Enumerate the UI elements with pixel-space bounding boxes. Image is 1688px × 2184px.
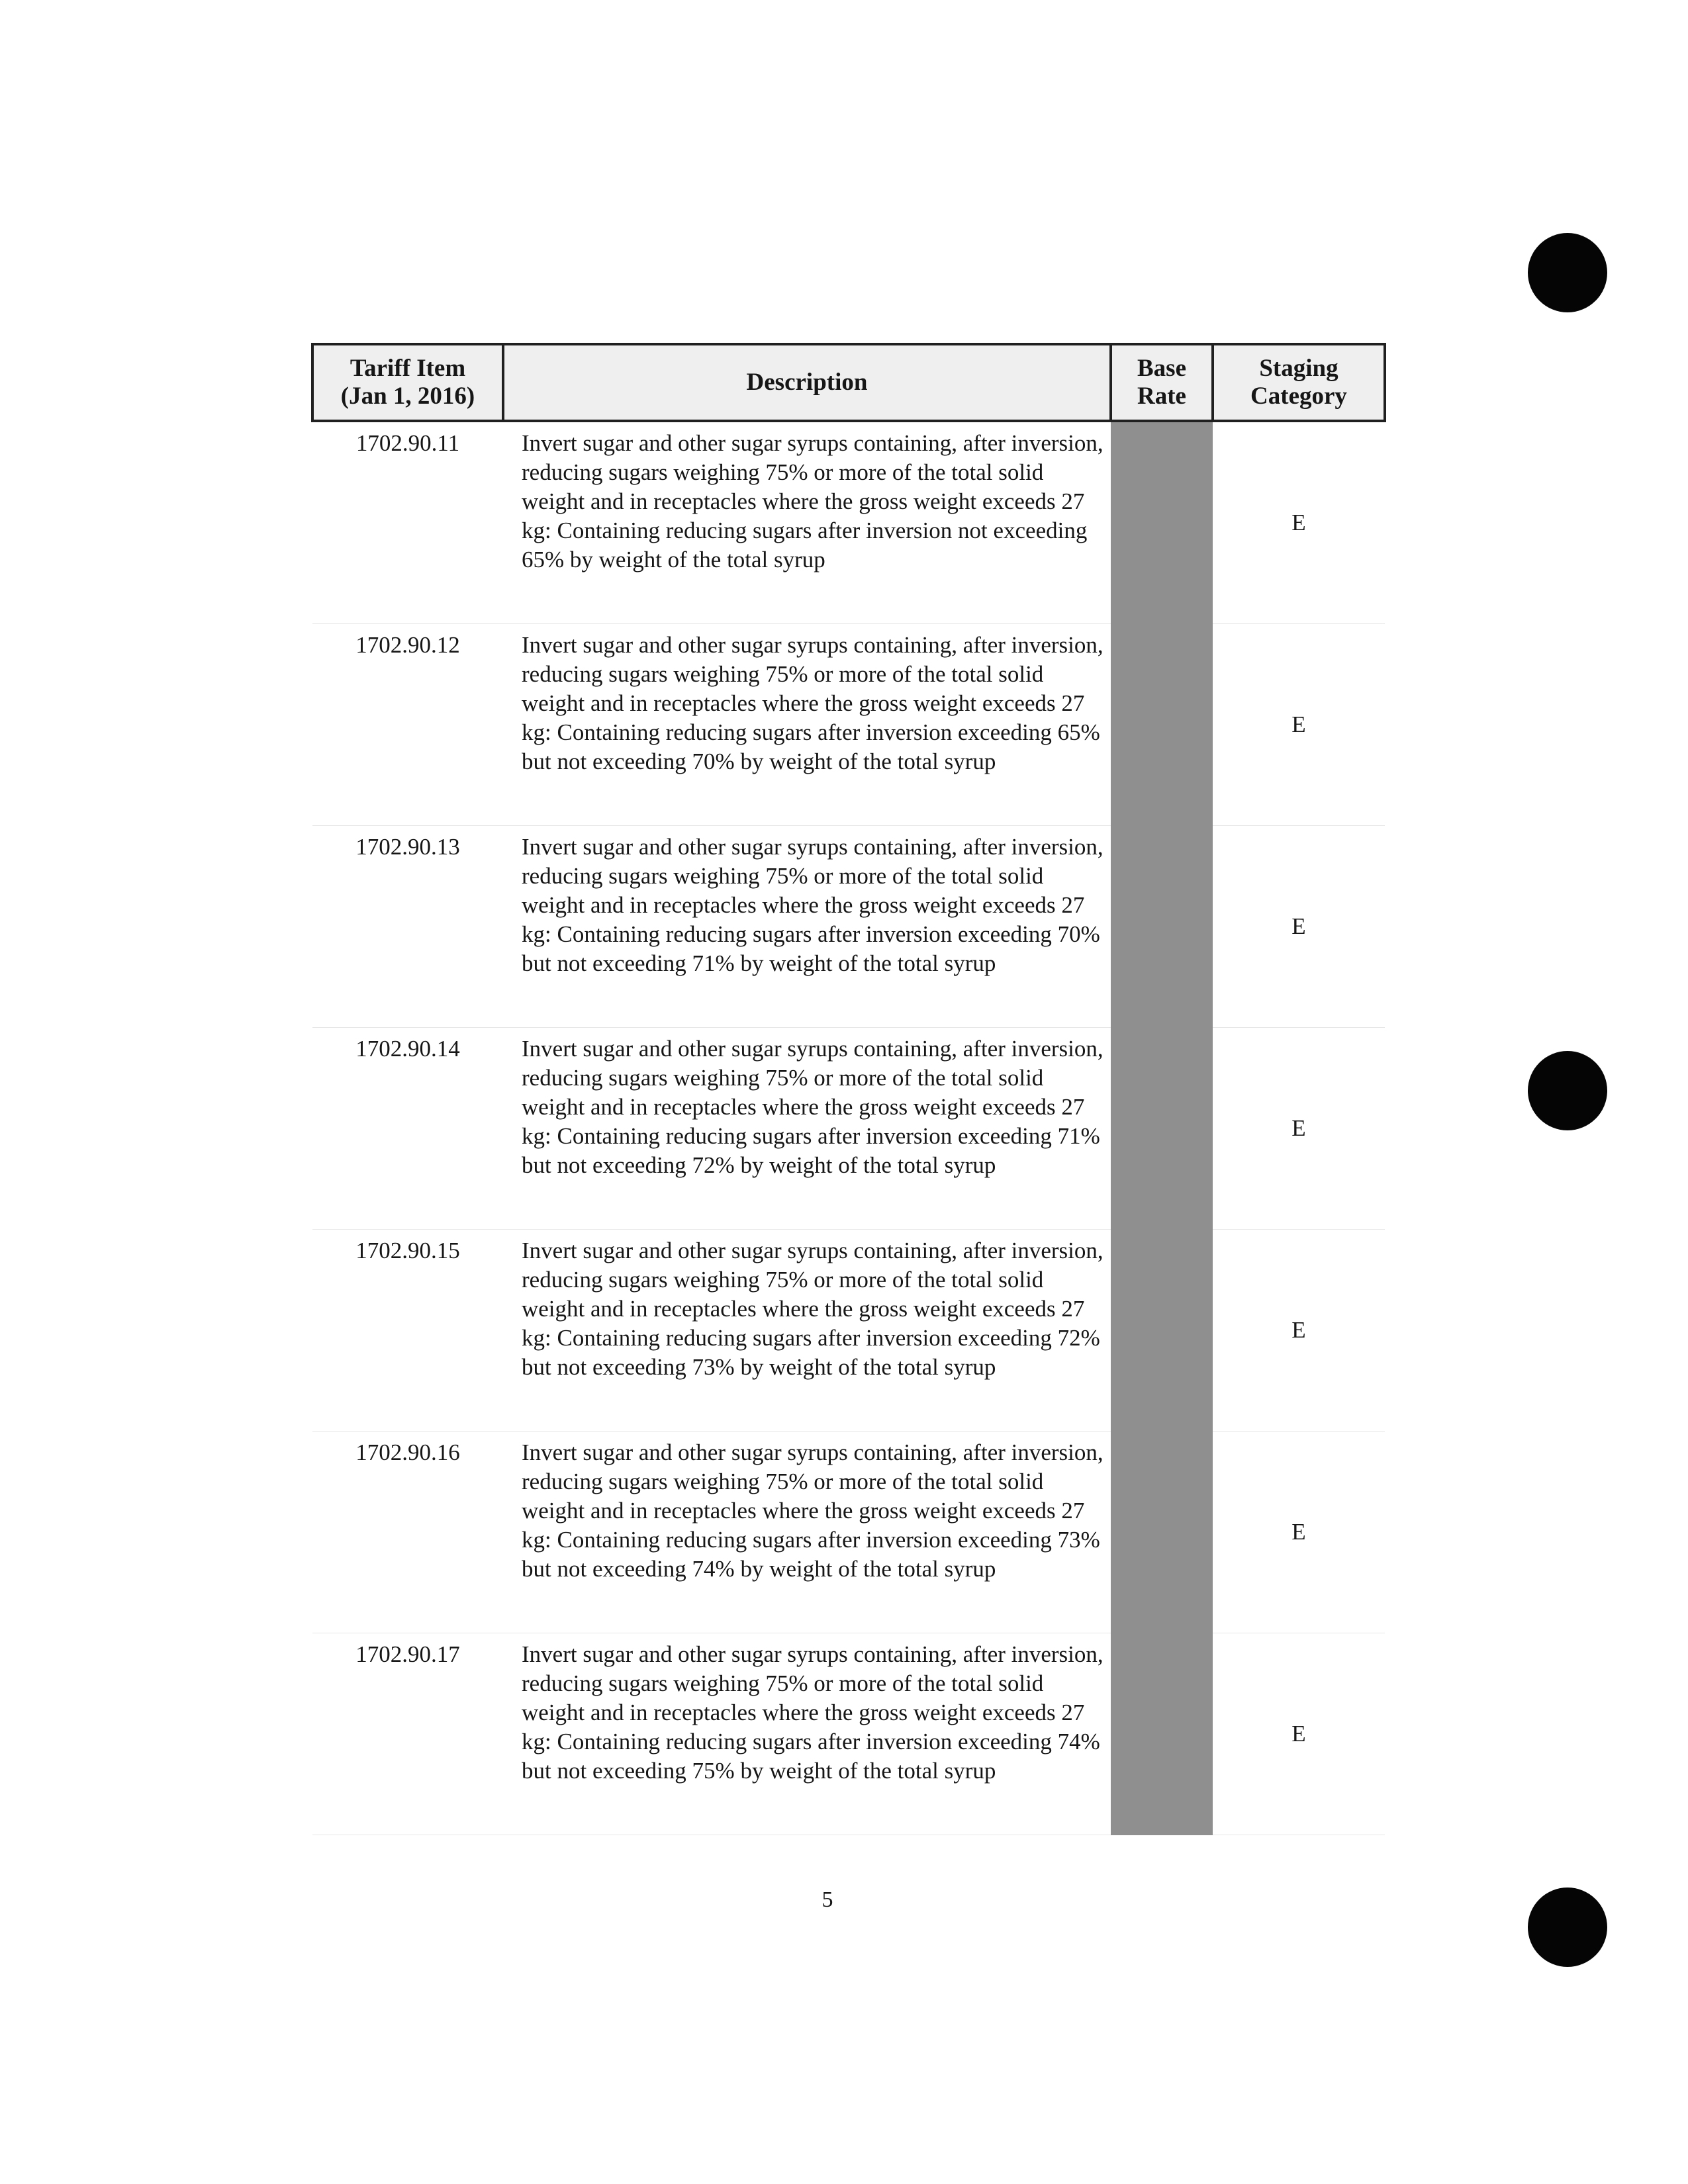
- table-row: [312, 421, 1385, 624]
- base-rate-cell-redacted: [1111, 1230, 1213, 1432]
- punch-hole: [1528, 233, 1607, 312]
- staging-category-cell: E: [1213, 1432, 1385, 1633]
- description-cell: Invert sugar and other sugar syrups containing, after inversion, reducing sugars weighing 75% or more of the total solid weight and in receptacles where the gross weight exceeds 27 kg: Containing reducing sugars after inversion exceeding 70% but not exceeding 71% by weight of the total syrup: [503, 826, 1111, 1028]
- description-cell: Invert sugar and other sugar syrups containing, after inversion, reducing sugars weighing 75% or more of the total solid weight and in receptacles where the gross weight exceeds 27 kg: Containing reducing sugars after inversion exceeding 72% but not exceeding 73% by weight of the total syrup: [503, 1230, 1111, 1432]
- base-rate-cell-redacted: [1111, 1028, 1213, 1230]
- table-header-row: [312, 344, 1385, 421]
- tariff-item-cell: 1702.90.12: [312, 624, 503, 826]
- punch-hole: [1528, 1051, 1607, 1130]
- table-row: [312, 1432, 1385, 1633]
- staging-category-cell: E: [1213, 1633, 1385, 1835]
- staging-category-cell: E: [1213, 624, 1385, 826]
- header-tariff-item: Tariff Item (Jan 1, 2016): [312, 344, 503, 421]
- tariff-item-cell: 1702.90.17: [312, 1633, 503, 1835]
- tariff-item-cell: 1702.90.11: [312, 421, 503, 624]
- base-rate-cell-redacted: [1111, 421, 1213, 624]
- tariff-item-cell: 1702.90.14: [312, 1028, 503, 1230]
- page-number: 5: [821, 1888, 833, 1912]
- table-row: [312, 1633, 1385, 1835]
- table-row: [312, 624, 1385, 826]
- table-row: [312, 1230, 1385, 1432]
- tariff-schedule-table: [311, 343, 1386, 1835]
- base-rate-cell-redacted: [1111, 1432, 1213, 1633]
- staging-category-cell: E: [1213, 826, 1385, 1028]
- header-staging-category: Staging Category: [1213, 344, 1385, 421]
- description-cell: Invert sugar and other sugar syrups containing, after inversion, reducing sugars weighing 75% or more of the total solid weight and in receptacles where the gross weight exceeds 27 kg: Containing reducing sugars after inversion exceeding 73% but not exceeding 74% by weight of the total syrup: [503, 1432, 1111, 1633]
- header-description: Description: [503, 344, 1111, 421]
- tariff-item-cell: 1702.90.16: [312, 1432, 503, 1633]
- tariff-item-cell: 1702.90.15: [312, 1230, 503, 1432]
- staging-category-cell: E: [1213, 421, 1385, 624]
- description-cell: Invert sugar and other sugar syrups containing, after inversion, reducing sugars weighing 75% or more of the total solid weight and in receptacles where the gross weight exceeds 27 kg: Containing reducing sugars after inversion exceeding 71% but not exceeding 72% by weight of the total syrup: [503, 1028, 1111, 1230]
- tariff-item-cell: 1702.90.13: [312, 826, 503, 1028]
- table-row: [312, 1028, 1385, 1230]
- header-base-rate: Base Rate: [1111, 344, 1213, 421]
- staging-category-cell: E: [1213, 1028, 1385, 1230]
- base-rate-cell-redacted: [1111, 624, 1213, 826]
- base-rate-cell-redacted: [1111, 826, 1213, 1028]
- description-cell: Invert sugar and other sugar syrups containing, after inversion, reducing sugars weighing 75% or more of the total solid weight and in receptacles where the gross weight exceeds 27 kg: Containing reducing sugars after inversion not exceeding 65% by weight of the total syrup: [503, 421, 1111, 624]
- base-rate-cell-redacted: [1111, 1633, 1213, 1835]
- staging-category-cell: E: [1213, 1230, 1385, 1432]
- description-cell: Invert sugar and other sugar syrups containing, after inversion, reducing sugars weighing 75% or more of the total solid weight and in receptacles where the gross weight exceeds 27 kg: Containing reducing sugars after inversion exceeding 74% but not exceeding 75% by weight of the total syrup: [503, 1633, 1111, 1835]
- description-cell: Invert sugar and other sugar syrups containing, after inversion, reducing sugars weighing 75% or more of the total solid weight and in receptacles where the gross weight exceeds 27 kg: Containing reducing sugars after inversion exceeding 65% but not exceeding 70% by weight of the total syrup: [503, 624, 1111, 826]
- table-row: [312, 826, 1385, 1028]
